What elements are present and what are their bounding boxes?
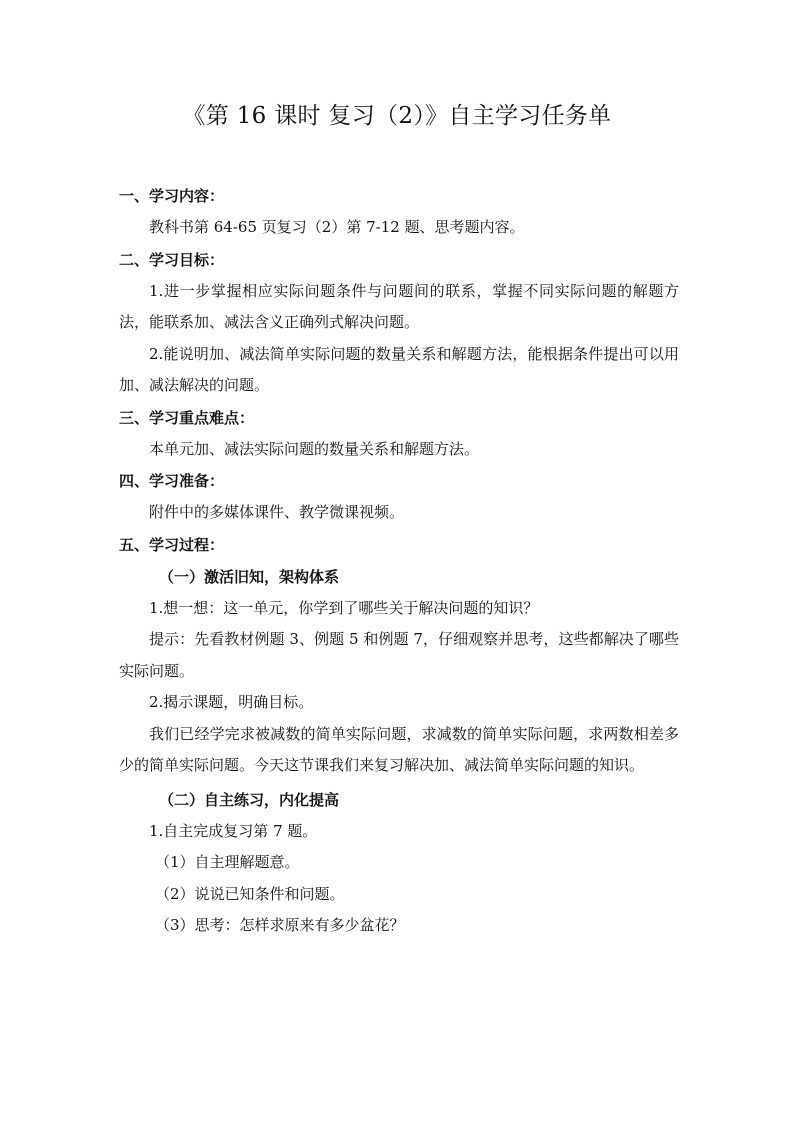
list-item: （2）说说已知条件和问题。 (155, 884, 345, 903)
paragraph: 教科书第 64-65 页复习（2）第 7-12 题、思考题内容。 (149, 218, 525, 236)
subsection-heading-activate: （一）激活旧知，架构体系 (159, 567, 340, 586)
section-heading-learning-process: 五、学习过程： (119, 535, 225, 554)
document-title: 《第 16 课时 复习（2）》自主学习任务单 (182, 103, 612, 129)
paragraph: 1.自主完成复习第 7 题。 (149, 821, 318, 840)
paragraph: 1.进一步掌握相应实际问题条件与问题间的联系，掌握不同实际问题的解题方法，能联系加、减法含义正确列式解决问题。 (119, 281, 679, 331)
list-item: （3）思考：怎样求原来有多少盆花？ (155, 916, 405, 934)
paragraph: 2.揭示课题，明确目标。 (149, 693, 314, 711)
paragraph: 1.想一想：这一单元，你学到了哪些关于解决问题的知识？ (149, 598, 539, 617)
section-heading-learning-goals: 二、学习目标： (119, 250, 225, 269)
paragraph: 我们已经学完求被减数的简单实际问题，求减数的简单实际问题，求两数相差多少的简单实际问题。今天这节课我们来复习解决加、减法简单实际问题的知识。 (119, 724, 679, 774)
section-heading-key-points: 三、学习重点难点： (119, 408, 255, 427)
subsection-heading-practice: （二）自主练习，内化提高 (159, 790, 340, 809)
section-heading-learning-content: 一、学习内容： (119, 187, 225, 205)
paragraph: 提示：先看教材例题 3、例题 5 和例题 7，仔细观察并思考，这些都解决了哪些实际问题。 (119, 630, 679, 680)
document-body (119, 180, 679, 942)
paragraph: 2.能说明加、减法简单实际问题的数量关系和解题方法，能根据条件提出可以用加、减法解决的问题。 (119, 344, 679, 394)
section-heading-preparation: 四、学习准备： (119, 472, 225, 490)
paragraph: 附件中的多媒体课件、教学微课视频。 (149, 503, 405, 521)
paragraph: 本单元加、减法实际问题的数量关系和解题方法。 (149, 439, 480, 458)
list-item: （1）自主理解题意。 (155, 853, 300, 871)
